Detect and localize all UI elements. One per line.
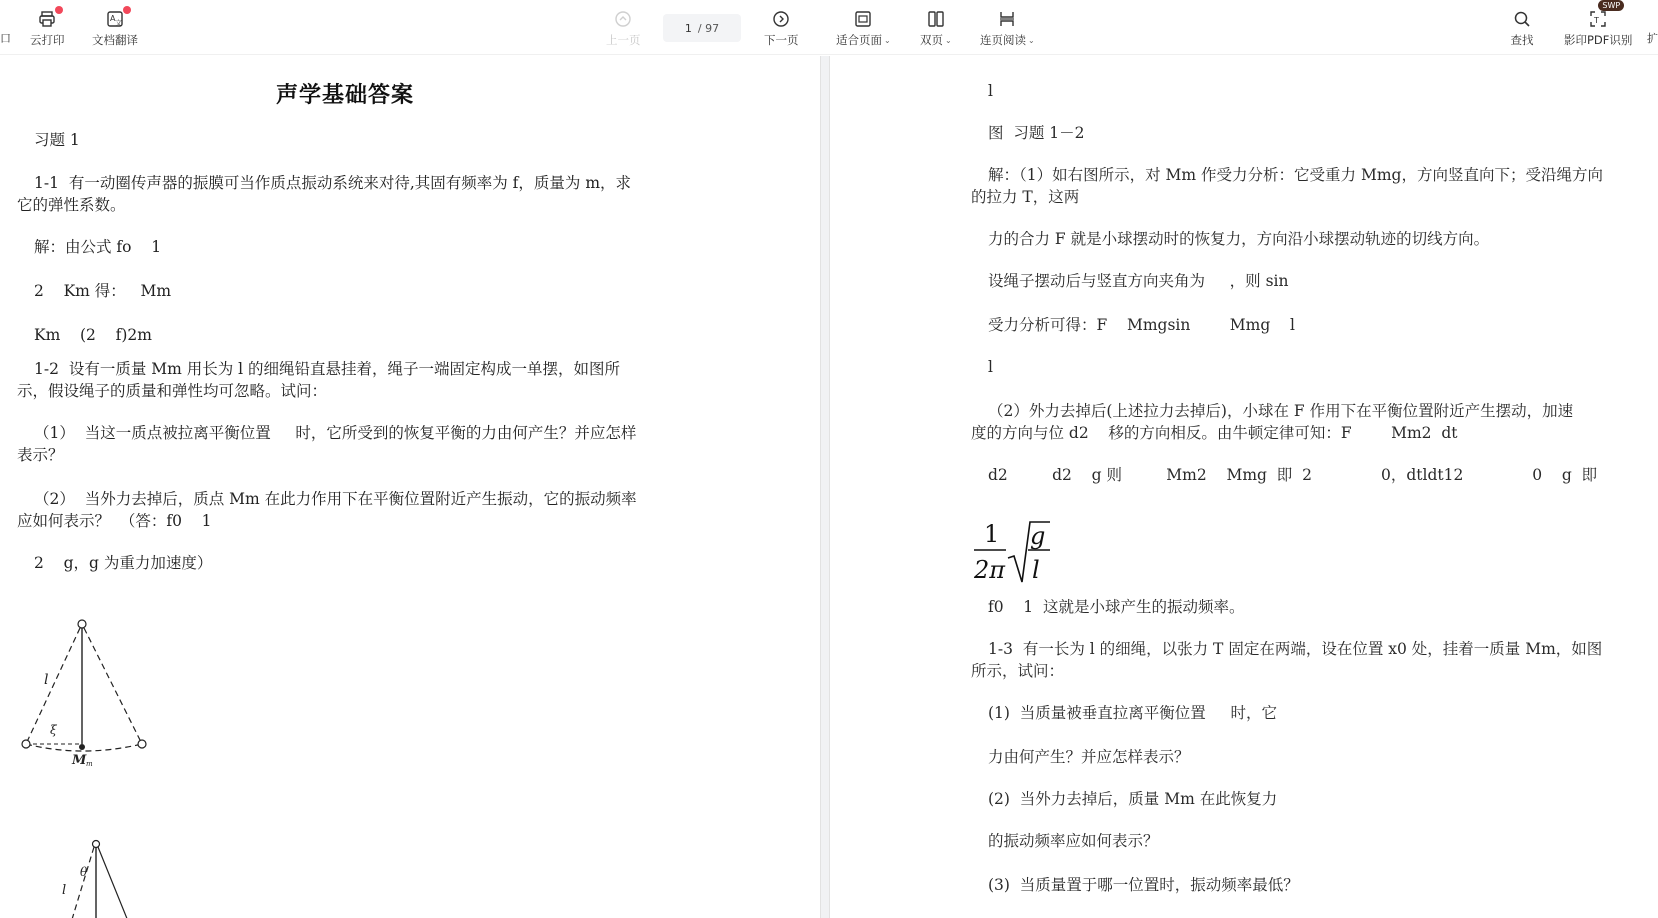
text-line: l	[988, 358, 993, 376]
text-line: 它的弹性系数。	[17, 196, 126, 214]
frequency-formula	[970, 516, 1070, 588]
text-line: 所示，试问：	[971, 662, 1065, 680]
page-indicator[interactable]	[663, 14, 741, 42]
search-icon	[1510, 8, 1534, 30]
figure-angle-label: ξ	[50, 723, 57, 737]
figure2-angle-label: θ	[80, 865, 88, 879]
text-line: 示，假设绳子的质量和弹性均可忽略。试问：	[17, 382, 328, 400]
text-line: 1-1 有一动圈传声器的振膜可当作质点振动系统来对待,其固有频率为 f，质量为 m，求	[34, 174, 632, 192]
text-line: 度的方向与位 d2 移的方向相反。由牛顿定律可知：F Mm2 dt	[971, 424, 1458, 442]
ocr-scan-icon	[1586, 1, 1621, 30]
prev-page-button[interactable]: 上一页	[606, 8, 641, 48]
notification-dot	[123, 6, 131, 14]
continuous-reading-dropdown[interactable]: 连页阅读 ⌄	[980, 8, 1035, 48]
text-line: 的振动频率应如何表示？	[988, 832, 1159, 850]
formula-radicand-numerator: g	[1030, 522, 1046, 550]
text-line: 1-3 有一长为 l 的细绳，以张力 T 固定在两端，设在位置 x0 处，挂着一质量 Mm，如图	[988, 640, 1603, 658]
toolbar-right-edge-glyph: 扩	[1647, 32, 1658, 45]
text-line: l	[988, 82, 993, 100]
right-document-page	[830, 56, 1658, 918]
formula-numerator: 1	[984, 520, 1000, 548]
top-toolbar	[0, 0, 1658, 55]
doc-translate-button[interactable]: A 文 文档翻译	[92, 8, 138, 48]
fit-page-icon	[851, 8, 875, 30]
text-line: 设绳子摆动后与竖直方向夹角为 ，则 sin	[988, 272, 1289, 290]
next-page-button[interactable]: 下一页	[764, 8, 799, 48]
formula-radicand-denominator: l	[1032, 556, 1040, 584]
text-line: （1） 当这一质点被拉离平衡位置 时，它所受到的恢复平衡的力由何产生？并应怎样	[34, 424, 637, 442]
chevron-down-icon: ⌄	[1028, 35, 1035, 45]
fit-page-dropdown[interactable]: 适合页面 ⌄	[836, 8, 891, 48]
text-line: Km (2 f)2m	[34, 326, 152, 344]
text-line: （2） 当外力去掉后，质点 Mm 在此力作用下在平衡位置附近产生振动，它的振动频率	[34, 490, 637, 508]
printer-icon	[35, 8, 59, 30]
arrow-right-circle-icon	[769, 8, 793, 30]
current-page-input[interactable]: 1	[684, 21, 692, 35]
text-line: 应如何表示？ （答：f0 1	[17, 512, 212, 530]
text-line: (2) 当外力去掉后，质量 Mm 在此恢复力	[988, 790, 1278, 808]
ocr-button[interactable]: T SWP 影印PDF识别	[1564, 1, 1633, 47]
svg-text:文: 文	[115, 19, 122, 27]
text-line: （2）外力去掉后(上述拉力去掉后)，小球在 F 作用下在平衡位置附近产生摆动，加速	[988, 402, 1574, 420]
double-page-icon	[924, 8, 948, 30]
pendulum-angle-figure	[50, 836, 150, 918]
arrow-up-circle-icon	[611, 8, 635, 30]
text-line: 解：（1）如右图所示，对 Mm 作受力分析：它受重力 Mmg，方向竖直向下；受沿绳方向	[988, 166, 1603, 184]
text-line: d2 d2 g 则 Mm2 Mmg 即 2 0，dtldt12 0 g 即	[988, 466, 1598, 484]
toolbar-left-edge-glyph: 口	[0, 32, 11, 45]
text-line: 习题 1	[34, 131, 80, 149]
text-line: 解：由公式 fo 1	[34, 238, 162, 256]
formula-denominator: 2π	[974, 556, 1006, 584]
chevron-down-icon: ⌄	[945, 35, 952, 45]
svg-text:A: A	[110, 14, 116, 23]
text-line: 表示？	[17, 446, 64, 464]
page-title: 声学基础答案	[276, 82, 415, 108]
text-line: 2 g，g 为重力加速度）	[34, 554, 213, 572]
cloud-print-button[interactable]: 云打印	[30, 8, 65, 48]
search-button[interactable]: 查找	[1510, 8, 1534, 48]
svg-text:T: T	[1594, 16, 1600, 25]
pendulum-figure	[14, 616, 154, 766]
total-pages: / 97	[697, 21, 720, 35]
double-page-dropdown[interactable]: 双页 ⌄	[920, 8, 952, 48]
text-line: 的拉力 T，这两	[971, 188, 1080, 206]
text-line: 受力分析可得：F Mmgsin Mmg l	[988, 316, 1295, 334]
text-line: (3) 当质量置于哪一位置时，振动频率最低？	[988, 876, 1299, 894]
figure-mass-label: M	[72, 753, 87, 766]
left-document-page	[0, 56, 820, 918]
figure2-length-label: l	[62, 883, 67, 898]
continuous-scroll-icon	[995, 8, 1019, 30]
text-line: (1) 当质量被垂直拉离平衡位置 时，它	[988, 704, 1277, 722]
text-line: 1-2 设有一质量 Mm 用长为 l 的细绳铅直悬挂着，绳子一端固定构成一单摆，如图所	[34, 360, 621, 378]
text-line: 力的合力 F 就是小球摆动时的恢复力，方向沿小球摆动轨迹的切线方向。	[988, 230, 1490, 248]
figure-mass-subscript: m	[86, 760, 93, 766]
notification-dot	[55, 6, 63, 14]
chevron-down-icon: ⌄	[884, 35, 891, 45]
ocr-badge: SWP	[1598, 0, 1624, 11]
translate-icon	[103, 8, 127, 30]
text-line: f0 1 这就是小球产生的振动频率。	[988, 598, 1245, 616]
text-line: 2 Km 得： Mm	[34, 282, 172, 300]
text-line: 图 习题 1－2	[988, 124, 1085, 142]
page-divider	[820, 56, 830, 918]
text-line: 力由何产生？并应怎样表示？	[988, 748, 1190, 766]
figure-length-label: l	[44, 672, 49, 688]
